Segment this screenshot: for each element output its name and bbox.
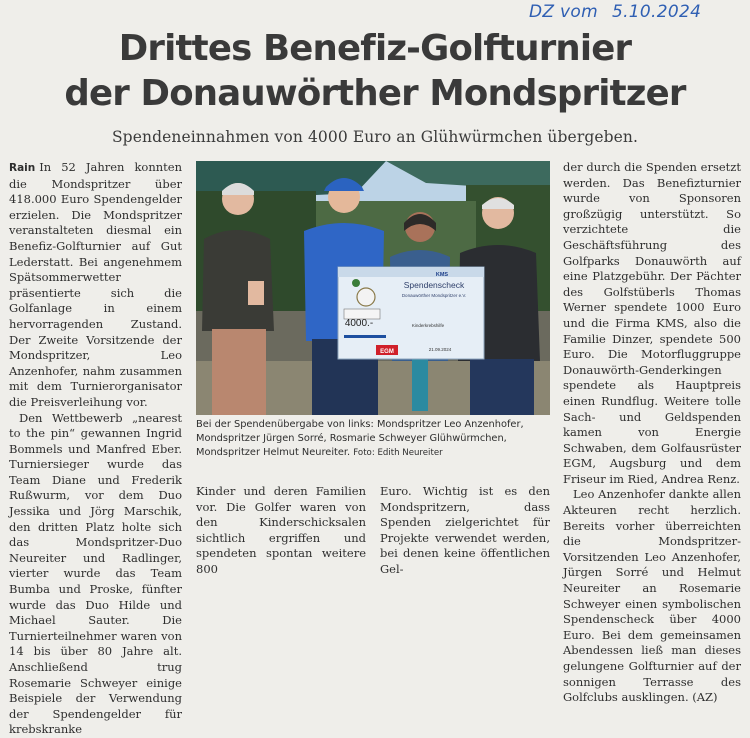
article-paragraph: Kinder und deren Familien vor. Die Golfer waren von den Kinderschicksalen sichtlich ergriffen und spendeten spontan weitere 800 bbox=[196, 484, 366, 576]
paragraph-text: In 52 Jahren konnten die Mondspritzer über 418.000 Euro Spendengelder erzielen. Die Mondspritzer veranstalteten diesmal ein Benefiz-Golfturnier auf Gut Lederstatt. Bei angenehmem Spätsommerwetter präsentierte sich die Golfanlage in einem hervorragenden Zustand. Der Zweite Vorsitzende der Mondspritzer, Leo Anzenhofer, nahm zusammen mit dem Turnierorganisator die Preisverleihung vor. bbox=[9, 160, 182, 409]
article-paragraph: der durch die Spenden ersetzt werden. Das Benefizturnier wurde von Sponsoren großzügig unterstützt. So verzichtete die Geschäftsführung des Golfparks Donauwörth auf eine Platzgebühr. Der Pächter des Golfstüberls Thomas Werner spendete 1000 Euro und die Firma KMS, also die Familie Dinzer, spendete 500 Euro. Die Motorfluggruppe Donauwörth-Genderkingen spendete als Hauptpreis einen Rundflug. Weitere tolle Sach- und Geldspenden kamen von Energie Schwaben, dem Golfausrüster EGM, Augsburg und dem Friseur im Ried, Andrea Renz. bbox=[563, 160, 741, 486]
article-column-4 bbox=[563, 160, 741, 705]
check-sponsor-logo: KMS bbox=[435, 272, 449, 278]
check-brand-logo: EGM bbox=[380, 349, 394, 355]
caption-text: Bei der Spendenübergabe von links: Mondspritzer Leo Anzenhofer, Mondspritzer Jürgen Sorré, Rosmarie Schweyer Glühwürmchen, Mondspritzer Helmut Neureiter. bbox=[196, 419, 524, 458]
article-paragraph: Euro. Wichtig ist es den Mondspritzern, dass Spenden zielgerichtet für Projekte verwendet werden, bei denen keine öffentlichen Gel- bbox=[380, 484, 550, 576]
handwritten-date: 5.10.2024 bbox=[611, 2, 702, 22]
check-amount: 4000.- bbox=[344, 318, 374, 329]
check-organization: Donauwörther Mondspritzer e.V. bbox=[401, 293, 467, 298]
check-date: 21.09.2024 bbox=[428, 347, 452, 352]
headline-line-1: Drittes Benefiz-Golfturnier bbox=[118, 28, 632, 69]
article-column-1 bbox=[9, 160, 182, 737]
dateline: Rain bbox=[9, 162, 36, 174]
article-paragraph: Den Wettbewerb „nearest to the pin“ gewannen Ingrid Bommels und Manfred Eber. Turniersieger wurde das Team Diane und Frederik Rußwurm, vor dem Duo Jessika und Jörg Marschik, den dritten Platz holte sich das Mondspritzer-Duo Neureiter und Radlinger, vierter wurde das Team Bumba und Proske, fünfter wurde das Duo Hilde und Michael Sauter. Die Turnierteilnehmer waren von 14 bis über 80 Jahre alt. Anschließend trug Rosemarie Schweyer einige Beispiele der Verwendung der Spendengelder für krebskranke bbox=[9, 410, 182, 737]
check-title: Spendenscheck bbox=[403, 280, 465, 290]
check-payee: Kinderkrebshilfe bbox=[411, 323, 445, 328]
photo-credit: Foto: Edith Neureiter bbox=[353, 448, 443, 458]
photo-caption bbox=[196, 418, 550, 460]
article-column-2 bbox=[196, 484, 366, 576]
subheadline: Spendeneinnahmen von 4000 Euro an Glühwürmchen übergeben. bbox=[111, 128, 639, 146]
headline-line-2: der Donauwörther Mondspritzer bbox=[64, 73, 686, 114]
donation-check bbox=[338, 267, 484, 359]
article-column-3 bbox=[380, 484, 550, 576]
donation-photo-illustration bbox=[196, 161, 550, 415]
headline bbox=[10, 26, 740, 116]
handwritten-note bbox=[529, 2, 747, 26]
article-photo bbox=[196, 161, 550, 415]
article-paragraph: Leo Anzenhofer dankte allen Akteuren recht herzlich. Bereits vorher überreichten die Mondspritzer-Vorsitzenden Leo Anzenhofer, Jürgen Sorré und Helmut Neureiter an Rosemarie Schweyer einen symbolischen Spendenscheck über 4000 Euro. Bei dem gemeinsamen Abendessen ließ man dieses gelungene Golfturnier auf der sonnigen Terrasse des Golfclubs ausklingen. (AZ) bbox=[563, 487, 741, 705]
handwritten-source: DZ vom bbox=[529, 2, 598, 22]
article-paragraph bbox=[9, 160, 182, 411]
